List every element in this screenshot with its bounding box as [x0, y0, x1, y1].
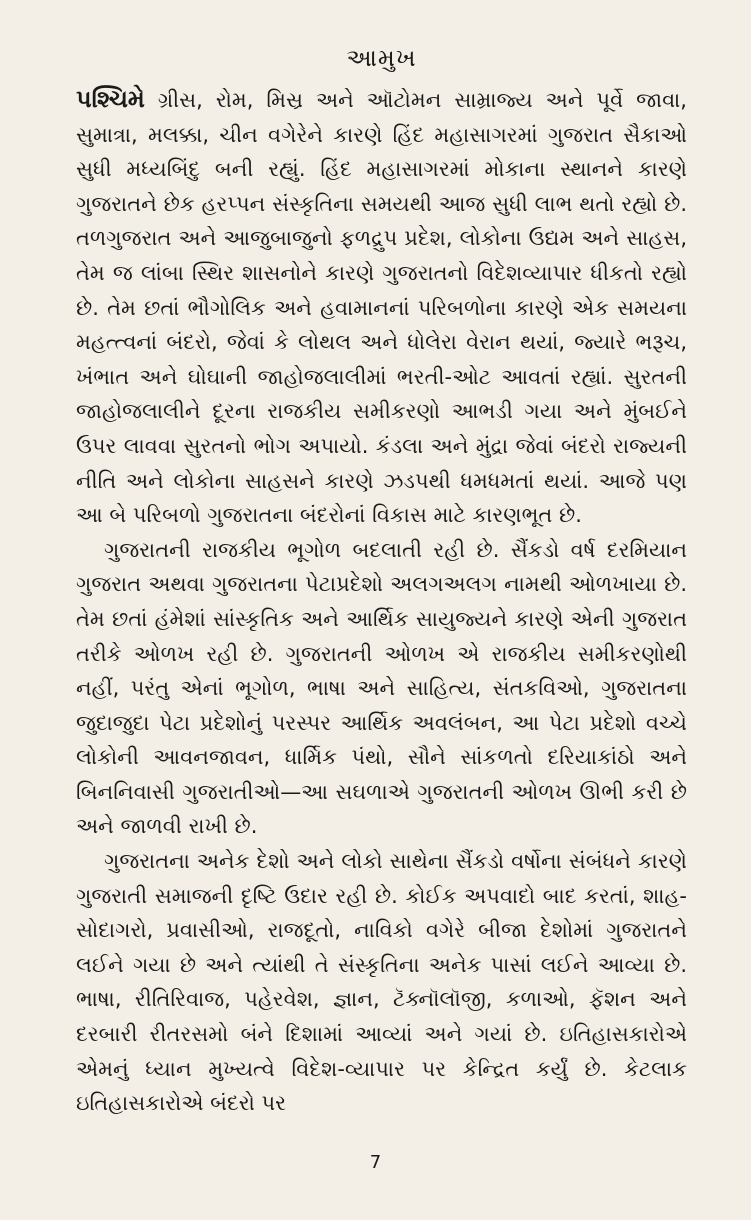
paragraph-lead-word: પશ્ચિમે — [76, 85, 145, 113]
paragraph-3: ગુજરાતના અનેક દેશો અને લોકો સાથેના સૈંકડો વર્ષોના સંબંધને કારણે ગુજરાતી સમાજની દૃષ્ટિ ઉદાર રહી છે. કોઈક અપવાદો બાદ કરતાં, શાહ-સોદાગરો, પ્રવાસીઓ, રાજદૂતો, નાવિકો વગેરે બીજા દેશોમાં ગુજરાતને લઈને ગયા છે અને ત્યાંથી તે સંસ્કૃતિના અનેક પાસાં લઈને આવ્યા છે. ભાષા, રીતિરિવાજ, પહેરવેશ, જ્ઞાન, ટૅક્નૉલૉજી, કળાઓ, ફૅશન અને દરબારી રીતરસમો બંને દિશામાં આવ્યાં અને ગયાં છે. ઇતિહાસકારોએ એમનું ધ્યાન મુખ્યત્વે વિદેશ-વ્યાપાર પર કેન્દ્રિત કર્યું છે. કેટલાક ઇતિહાસકારોએ બંદરો પર — [76, 849, 687, 1116]
paragraph-text: ગ્રીસ, રોમ, મિસ્ર અને ઑટોમન સામ્રાજ્ય અને પૂર્વે જાવા, સુમાત્રા, મલક્કા, ચીન વગેરેને કારણે હિંદ મહાસાગરમાં ગુજરાત સૈકાઓ સુધી મધ્યબિંદુ બની રહ્યું. હિંદ મહાસાગરમાં મોકાના સ્થાનને કારણે ગુજરાતને છેક હરપ્પન સંસ્કૃતિના સમયથી આજ સુધી લાભ થતો રહ્યો છે. તળગુજરાત અને આજુબાજુનો ફળદ્રુપ પ્રદેશ, લોકોના ઉદ્યમ અને સાહસ, તેમ જ લાંબા સ્થિર શાસનોને કારણે ગુજરાતનો વિદેશવ્યાપાર ધીકતો રહ્યો છે. તેમ છતાં ભૌગોલિક અને હવામાનનાં પરિબળોના કારણે એક સમયના મહત્ત્વનાં બંદરો, જેવાં કે લોથલ અને ધોલેરા વેરાન થયાં, જ્યારે ભરૂચ, ખંભાત અને ઘોઘાની જાહોજલાલીમાં ભરતી-ઓટ આવતાં રહ્યાં. સુરતની જાહોજલાલીને દૂરના રાજકીય સમીકરણો આભડી ગયા અને મુંબઈને ઉપર લાવવા સુરતનો ભોગ અપાયો. કંડલા અને મુંદ્રા જેવાં બંદરો રાજ્યની નીતિ અને લોકોના સાહસને કારણે ઝડપથી ધમધમતાં થયાં. આજે પણ આ બે પરિબળો ગુજરાતના બંદરોનાં વિકાસ માટે કારણભૂત છે. — [76, 88, 687, 528]
chapter-title: આમુખ — [346, 44, 417, 72]
paragraph-2: ગુજરાતની રાજકીય ભૂગોળ બદલાતી રહી છે. સૈંકડો વર્ષ દરમિયાન ગુજરાત અથવા ગુજરાતના પેટાપ્રદેશો અલગઅલગ નામથી ઓળખાયા છે. તેમ છતાં હંમેશાં સાંસ્કૃતિક અને આર્થિક સાયુજ્યને કારણે એની ગુજરાત તરીકે ઓળખ રહી છે. ગુજરાતની ઓળખ એ રાજકીય સમીકરણોથી નહીં, પરંતુ એનાં ભૂગોળ, ભાષા અને સાહિત્ય, સંતકવિઓ, ગુજરાતના જુદાજુદા પેટા પ્રદેશોનું પરસ્પર આર્થિક અવલંબન, આ પેટા પ્રદેશો વચ્ચે લોકોની આવનજાવન, ધાર્મિક પંથો, સૌને સાંકળતો દરિયાકાંઠો અને બિનનિવાસી ગુજરાતીઓ—આ સઘળાએ ગુજરાતની ઓળખ ઊભી કરી છે અને જાળવી રાખી છે. — [76, 537, 687, 839]
paragraph-1 — [76, 82, 687, 533]
page-number: 7 — [369, 1152, 382, 1173]
